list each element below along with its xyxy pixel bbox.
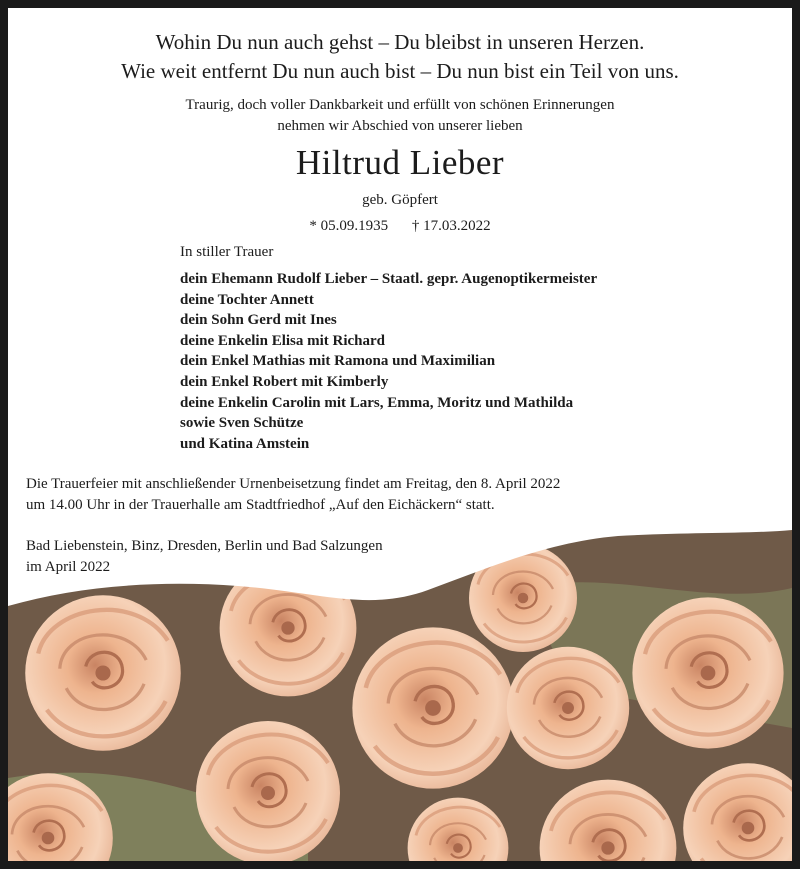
- intro-line-2: nehmen wir Abschied von unserer lieben: [277, 118, 523, 134]
- verse-line-2: Wie weit entfernt Du nun auch bist – Du nun bist ein Teil von uns.: [121, 59, 679, 83]
- mourners-list: [180, 269, 597, 454]
- list-item: dein Enkel Mathias mit Ramona und Maximilian: [180, 353, 496, 370]
- ceremony-line-1: Die Trauerfeier mit anschließender Urnenbeisetzung findet am Freitag, den 8. April 2022: [26, 476, 561, 492]
- deceased-name: Hiltrud Lieber: [295, 143, 505, 182]
- intro-line-1: Traurig, doch voller Dankbarkeit und erfüllt von schönen Erinnerungen: [185, 97, 615, 113]
- roses-image: [8, 528, 792, 861]
- mourning-label: In stiller Trauer: [180, 244, 274, 260]
- list-item: dein Sohn Gerd mit Ines: [180, 312, 337, 329]
- list-item: dein Ehemann Rudolf Lieber – Staatl. gepr. Augenoptikermeister: [180, 271, 598, 287]
- verse-line-1: Wohin Du nun auch gehst – Du bleibst in unseren Herzen.: [155, 30, 645, 54]
- birth-name: geb. Göpfert: [362, 192, 438, 208]
- life-dates: [8, 216, 792, 236]
- list-item: deine Tochter Annett: [180, 291, 314, 308]
- ceremony-line-2: um 14.00 Uhr in der Trauerhalle am Stadtfriedhof „Auf den Eichäckern“ statt.: [26, 496, 495, 513]
- list-item: dein Enkel Robert mit Kimberly: [180, 373, 389, 390]
- intro-text: [8, 95, 792, 137]
- list-item: deine Enkelin Elisa mit Richard: [180, 332, 386, 349]
- list-item: deine Enkelin Carolin mit Lars, Emma, Moritz und Mathilda: [180, 394, 574, 411]
- ceremony-text: [26, 474, 666, 515]
- death-date: † 17.03.2022: [411, 218, 491, 234]
- verse: [8, 28, 792, 86]
- place-date: [26, 536, 526, 577]
- birth-date: * 05.09.1935: [309, 218, 389, 234]
- place-line-1: Bad Liebenstein, Binz, Dresden, Berlin und Bad Salzungen: [26, 538, 383, 554]
- place-line-2: im April 2022: [26, 558, 111, 575]
- list-item: und Katina Amstein: [180, 435, 310, 452]
- list-item: sowie Sven Schütze: [180, 415, 304, 432]
